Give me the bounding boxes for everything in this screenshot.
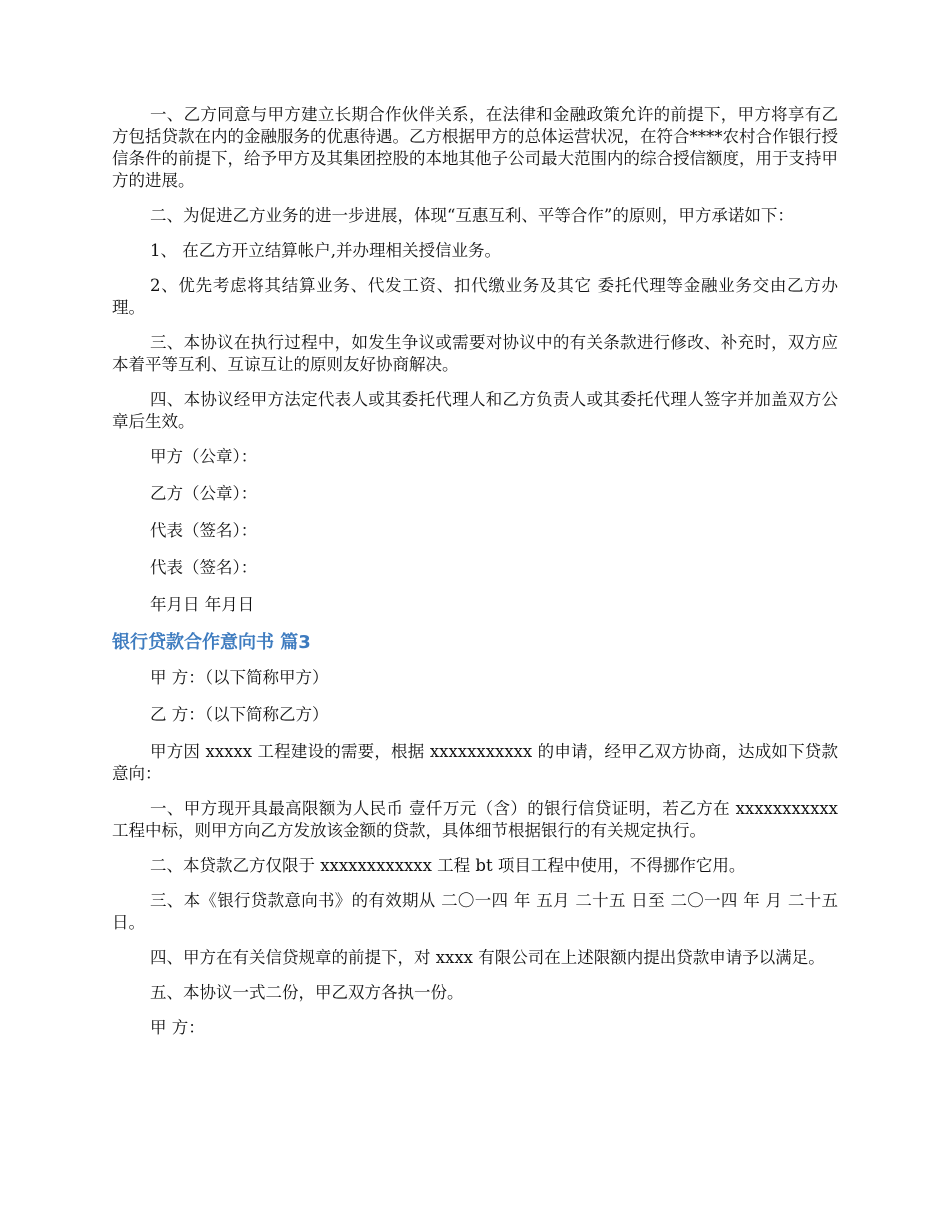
clause-paragraph: 一、乙方同意与甲方建立长期合作伙伴关系，在法律和金融政策允许的前提下，甲方将享有乙方包括贷款在内的金融服务的优惠待遇。乙方根据甲方的总体运营状况，在符合****农村合作银行授信条件的前提下，给予甲方及其集团控股的本地其他子公司最大范围内的综合授信额度，用于支持甲方的进展。	[112, 105, 838, 190]
signature-line-party-a: 甲 方：	[150, 1018, 205, 1037]
clause-paragraph: 四、本协议经甲方法定代表人或其委托代理人和乙方负责人或其委托代理人签字并加盖双方公章后生效。	[112, 390, 838, 431]
signature-line-party-b-seal: 乙方（公章）：	[150, 484, 258, 503]
party-a-line: 甲 方：（以下简称甲方）	[150, 668, 329, 687]
clause-paragraph: 五、本协议一式二份，甲乙双方各执一份。	[150, 983, 464, 1002]
signature-date-line: 年月日 年月日	[150, 595, 255, 614]
document-page	[112, 104, 838, 1052]
clause-paragraph: 三、本协议在执行过程中，如发生争议或需要对协议中的有关条款进行修改、补充时，双方应本着平等互利、互谅互让的原则友好协商解决。	[112, 333, 838, 374]
clause-paragraph: 四、甲方在有关信贷规章的前提下，对 xxxx 有限公司在上述限额内提出贷款申请予以满足。	[150, 948, 825, 967]
clause-paragraph: 三、本《银行贷款意向书》的有效期从 二〇一四 年 五月 二十五 日至 二〇一四 年 月 二十五 日。	[112, 891, 838, 932]
clause-item: 1、 在乙方开立结算帐户,并办理相关授信业务。	[150, 241, 501, 260]
clause-paragraph: 二、本贷款乙方仅限于 xxxxxxxxxxxx 工程 bt 项目工程中使用，不得挪作它用。	[150, 856, 746, 875]
section-heading: 银行贷款合作意向书 篇3	[112, 632, 311, 653]
clause-item: 2、优先考虑将其结算业务、代发工资、扣代缴业务及其它 委托代理等金融业务交由乙方办理。	[112, 276, 838, 317]
intro-paragraph: 甲方因 xxxxx 工程建设的需要，根据 xxxxxxxxxxx 的申请，经甲乙双方协商，达成如下贷款意向：	[112, 742, 838, 783]
party-b-line: 乙 方：（以下简称乙方）	[150, 705, 329, 724]
signature-line-representative: 代表（签名）：	[150, 521, 258, 540]
clause-paragraph: 二、为促进乙方业务的进一步进展，体现“互惠互利、平等合作”的原则，甲方承诺如下：	[150, 206, 794, 225]
signature-line-party-a-seal: 甲方（公章）：	[150, 447, 258, 466]
signature-line-representative: 代表（签名）：	[150, 558, 258, 577]
clause-paragraph: 一、甲方现开具最高限额为人民币 壹仟万元（含）的银行信贷证明，若乙方在 xxxxxxxxxxx 工程中标，则甲方向乙方发放该金额的贷款，具体细节根据银行的有关规定执行。	[112, 799, 838, 840]
